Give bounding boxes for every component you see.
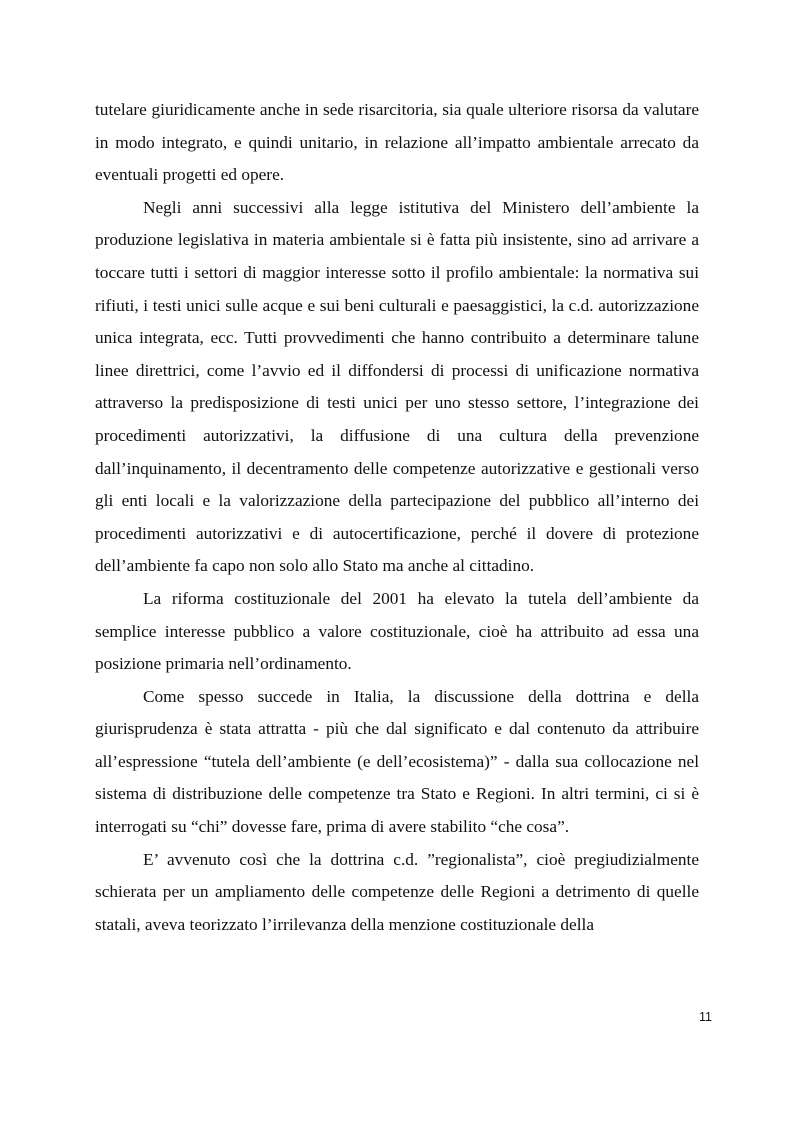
paragraph-regionalist-doctrine: E’ avvenuto così che la dottrina c.d. ”regionalista”, cioè pregiudizialmente schierata per un ampliamento delle competenze delle Regioni a detrimento di quelle statali, aveva teorizzato l’irrilevanza della menzione costituzionale della <box>95 849 699 934</box>
page-number: 11 <box>699 1010 712 1024</box>
paragraph-constitutional-reform: La riforma costituzionale del 2001 ha elevato la tutela dell’ambiente da semplice interesse pubblico a valore costituzionale, cioè ha attribuito ad essa una posizione primaria nell’ordinamento. <box>95 588 699 674</box>
document-body <box>95 94 699 941</box>
paragraph-legislation: Negli anni successivi alla legge istitutiva del Ministero dell’ambiente la produzione legislativa in materia ambientale si è fatta più insistente, sino ad arrivare a toccare tutti i settori di maggior interesse sotto il profilo ambientale: la normativa sui rifiuti, i testi unici sulle acque e sui beni culturali e paesaggistici, la c.d. autorizzazione unica integrata, ecc. Tutti provvedimenti che hanno contribuito a determinare talune linee direttrici, come l’avvio ed il diffondersi di processi di unificazione normativa attraverso la predisposizione di testi unici per uno stesso settore, l’integrazione dei procedimenti autorizzativi, la diffusione di una cultura della prevenzione dall’inquinamento, il decentramento delle competenze autorizzative e gestionali verso gli enti locali e la valorizzazione della partecipazione del pubblico all’interno dei procedimenti autorizzativi e di autocertificazione, perché il dovere di protezione dell’ambiente fa capo non solo allo Stato ma anche al cittadino. <box>95 197 699 576</box>
paragraph-continuation: tutelare giuridicamente anche in sede risarcitoria, sia quale ulteriore risorsa da valutare in modo integrato, e quindi unitario, in relazione all’impatto ambientale arrecato da eventuali progetti ed opere. <box>95 100 699 185</box>
paragraph-doctrine-debate: Come spesso succede in Italia, la discussione della dottrina e della giurisprudenza è stata attratta - più che dal significato e dal contenuto da attribuire all’espressione “tutela dell’ambiente (e dell’ecosistema)” - dalla sua collocazione nel sistema di distribuzione delle competenze tra Stato e Regioni. In altri termini, ci si è interrogati su “chi” dovesse fare, prima di avere stabilito “che cosa”. <box>95 686 699 837</box>
